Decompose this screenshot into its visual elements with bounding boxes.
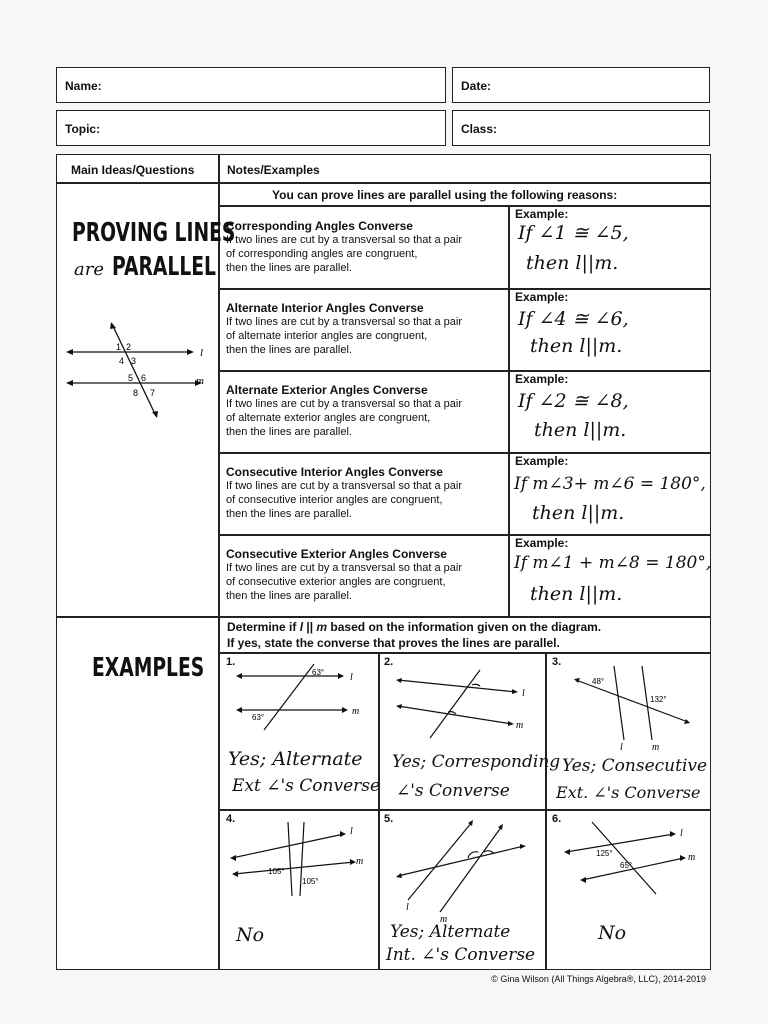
theorem-body: If two lines are cut by a transversal so that a pair: [226, 316, 463, 328]
examples-title: EXAMPLES: [92, 653, 205, 683]
topic-field[interactable]: [56, 110, 446, 146]
angle-63-top: 63°: [312, 668, 325, 677]
theorem-title: Corresponding Angles Converse: [226, 219, 413, 233]
example-3-diagram: [556, 662, 706, 752]
svg-text:132°: 132°: [650, 695, 667, 704]
example-number: 6.: [552, 813, 562, 825]
example-5-diagram: [384, 816, 544, 926]
parallel-lines-diagram: [60, 318, 220, 428]
line-label-l: l: [200, 347, 204, 359]
topic-label: Topic:: [65, 122, 101, 136]
theorem-body: of alternate interior angles are congruent,: [226, 330, 428, 342]
example-answer: then l||m.: [534, 419, 627, 441]
example-number: 4.: [226, 813, 236, 825]
theorem-alternate-interior: [226, 301, 504, 357]
svg-text:m: m: [688, 852, 696, 863]
angle-label-2: 2: [126, 342, 132, 352]
angle-label-7: 7: [150, 388, 156, 398]
theorem-body: then the lines are parallel.: [226, 590, 352, 602]
svg-text:l: l: [620, 742, 623, 752]
column-header-left: Main Ideas/Questions: [71, 163, 195, 177]
title-bold-word: PARALLEL: [112, 252, 217, 282]
theorem-body: then the lines are parallel.: [226, 426, 352, 438]
example-label: Example:: [515, 290, 569, 304]
page-title-line1: PROVING LINES: [72, 218, 236, 248]
example-answer: ∠'s Converse: [396, 781, 510, 801]
theorem-title: Consecutive Exterior Angles Converse: [226, 547, 447, 561]
svg-text:m: m: [356, 856, 364, 867]
column-header-right: Notes/Examples: [227, 163, 320, 177]
svg-text:m: m: [352, 706, 360, 717]
theorem-body: If two lines are cut by a transversal so that a pair: [226, 234, 463, 246]
example-label: Example:: [515, 454, 569, 468]
name-field[interactable]: [56, 67, 446, 103]
svg-text:l: l: [350, 826, 353, 837]
example-answer: Yes; Corresponding: [392, 752, 561, 772]
copyright-footer: © Gina Wilson (All Things Algebra®, LLC), 2014-2019: [491, 974, 706, 984]
example-answer: Ext ∠'s Converse: [232, 776, 381, 796]
theorem-consecutive-exterior: [226, 547, 504, 603]
angle-63-bottom: 63°: [252, 713, 265, 722]
angle-label-1: 1: [116, 342, 122, 352]
example-4-diagram: [224, 818, 374, 908]
theorem-alternate-exterior: [226, 383, 504, 439]
example-answer: Ext. ∠'s Converse: [556, 783, 701, 802]
svg-text:48°: 48°: [592, 677, 605, 686]
example-answer: No: [598, 922, 627, 944]
example-answer: If ∠2 ≅ ∠8,: [518, 390, 629, 412]
examples-prompt-2: If yes, state the converse that proves the lines are parallel.: [227, 636, 560, 650]
svg-text:l: l: [680, 828, 683, 839]
example-answer: If ∠1 ≅ ∠5,: [518, 222, 629, 244]
angle-label-3: 3: [131, 356, 137, 366]
example-label: Example:: [515, 207, 569, 221]
svg-text:105°: 105°: [302, 877, 319, 886]
theorem-consecutive-interior: [226, 465, 504, 521]
theorem-body: If two lines are cut by a transversal so that a pair: [226, 480, 463, 492]
title-script-word: are: [74, 259, 104, 280]
svg-text:m: m: [652, 742, 660, 752]
examples-prompt: Determine if l || m based on the information given on the diagram.: [227, 620, 602, 634]
example-number: 2.: [384, 656, 394, 668]
example-answer: Yes; Consecutive: [562, 756, 708, 776]
example-number: 3.: [552, 656, 562, 668]
angle-label-6: 6: [141, 373, 147, 383]
theorem-title: Alternate Interior Angles Converse: [226, 301, 424, 315]
intro-text: You can prove lines are parallel using the following reasons:: [272, 188, 618, 202]
example-6-diagram: [556, 818, 706, 898]
example-answer: then l||m.: [532, 502, 625, 524]
theorem-corresponding: [226, 219, 504, 275]
date-label: Date:: [461, 79, 492, 93]
example-answer: Yes; Alternate: [390, 922, 511, 942]
example-answer: If m∠3+ m∠6 = 180°,: [514, 474, 706, 494]
line-label-m: m: [196, 375, 204, 387]
example-label: Example:: [515, 372, 569, 386]
theorem-body: If two lines are cut by a transversal so that a pair: [226, 398, 463, 410]
example-answer: If ∠4 ≅ ∠6,: [518, 308, 629, 330]
theorem-body: of consecutive interior angles are congruent,: [226, 494, 443, 506]
svg-text:65°: 65°: [620, 861, 633, 870]
theorem-body: of consecutive exterior angles are congruent,: [226, 576, 446, 588]
example-answer: If m∠1 + m∠8 = 180°,: [514, 553, 712, 573]
theorem-title: Alternate Exterior Angles Converse: [226, 383, 428, 397]
theorem-body: If two lines are cut by a transversal so that a pair: [226, 562, 463, 574]
example-2-diagram: [384, 664, 544, 744]
svg-text:l: l: [406, 902, 409, 913]
theorem-body: then the lines are parallel.: [226, 262, 352, 274]
name-label: Name:: [65, 79, 102, 93]
class-field[interactable]: [452, 110, 710, 146]
example-answer: then l||m.: [530, 335, 623, 357]
example-number: 5.: [384, 813, 394, 825]
angle-label-8: 8: [133, 388, 139, 398]
class-label: Class:: [461, 122, 498, 136]
theorem-body: then the lines are parallel.: [226, 344, 352, 356]
theorem-body: of alternate exterior angles are congruent,: [226, 412, 431, 424]
angle-label-4: 4: [119, 356, 125, 366]
example-answer: Yes; Alternate: [228, 748, 363, 770]
svg-text:m: m: [440, 914, 448, 925]
example-answer: then l||m.: [530, 583, 623, 605]
svg-text:125°: 125°: [596, 849, 613, 858]
svg-text:105°: 105°: [268, 867, 285, 876]
date-field[interactable]: [452, 67, 710, 103]
theorem-body: then the lines are parallel.: [226, 508, 352, 520]
theorem-title: Consecutive Interior Angles Converse: [226, 465, 443, 479]
theorem-body: of corresponding angles are congruent,: [226, 248, 418, 260]
example-number: 1.: [226, 656, 236, 668]
example-answer: Int. ∠'s Converse: [386, 945, 536, 965]
svg-text:l: l: [522, 688, 525, 699]
example-answer: No: [236, 924, 265, 946]
svg-text:m: m: [516, 720, 524, 731]
svg-text:l: l: [350, 672, 353, 683]
example-answer: then l||m.: [526, 252, 619, 274]
angle-label-5: 5: [128, 373, 134, 383]
example-label: Example:: [515, 536, 569, 550]
example-1-diagram: [224, 662, 374, 732]
